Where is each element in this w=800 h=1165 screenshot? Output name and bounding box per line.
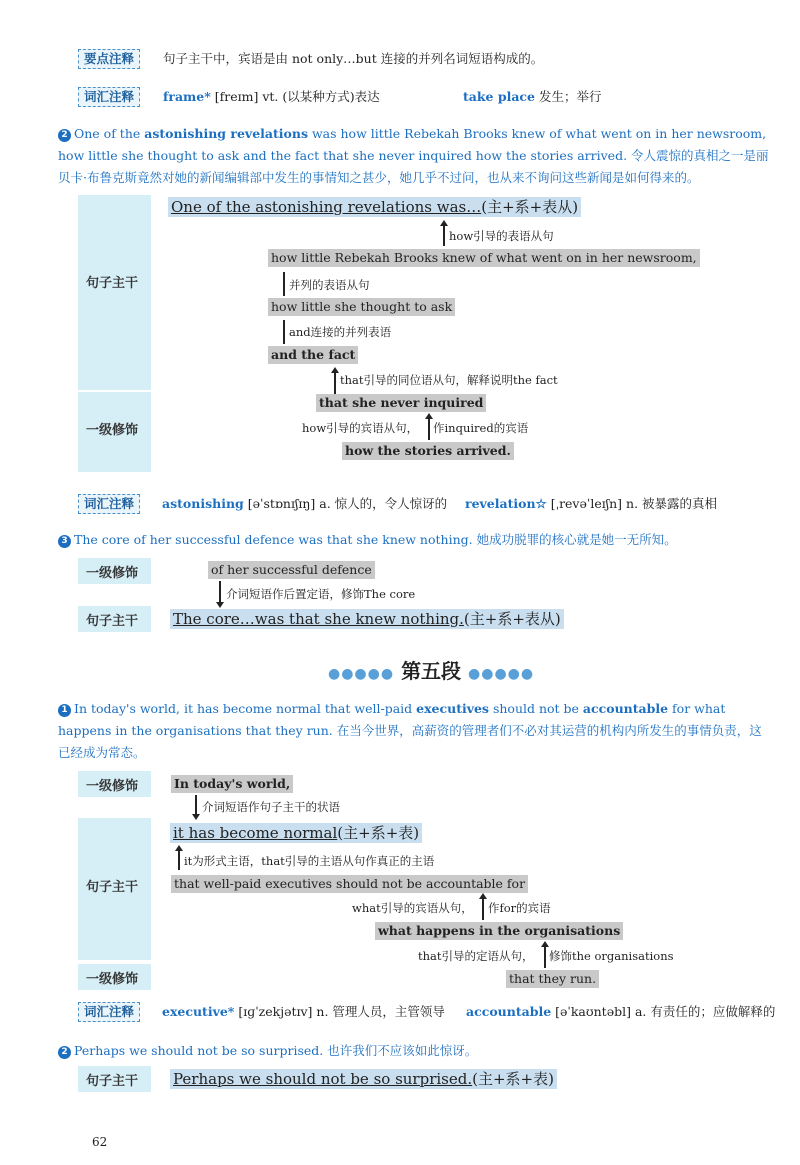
key-note-tag: 要点注释 (78, 49, 140, 69)
vocab-word: take place (463, 89, 535, 104)
highlighted-clause: that they run. (506, 970, 599, 988)
sentence-text: was how little Rebekah Brooks knew of what went on in her newsroom, how little she thought to ask and the fact that she never inquired how the stories arrived. (58, 126, 767, 163)
main-clause-label: 句子主干 (86, 880, 139, 895)
structure-label: (主+系+表从) (463, 610, 561, 628)
vocab-word: executive* (162, 1004, 235, 1019)
highlighted-clause: what happens in the organisations (375, 922, 623, 940)
highlighted-clause: how the stories arrived. (342, 442, 514, 460)
main-clause-sentence (170, 609, 564, 629)
highlighted-clause: of her successful defence (208, 561, 375, 579)
main-clause-text: One of the astonishing revelations was… (171, 198, 482, 216)
section-title: 第五段 (401, 659, 462, 683)
page-number: 62 (92, 1135, 108, 1149)
modifier-label: 一级修饰 (86, 779, 139, 794)
p5-sentence-1-paragraph (58, 698, 770, 764)
sentence-translation: 令人震惊的真相之一是丽贝卡·布鲁克斯竟然对她的新闻编辑部中发生的事情知之甚少，她几乎不过问，也从来不询问这些新闻是如何得来的。 (58, 148, 769, 185)
sentence-text: for what happens in the organisations that they run. (58, 701, 726, 738)
structure-label: (主+系+表从) (481, 198, 579, 216)
modifier-label: 一级修饰 (86, 566, 139, 581)
up-arrow-icon (544, 946, 546, 968)
annotation-note: that引导的同位语从句，解释说明the fact (340, 373, 558, 387)
sentence-text: Perhaps we should not be so surprised. (74, 1043, 324, 1058)
sentence-2-paragraph (58, 123, 770, 189)
vocab-definition: [əˈstɒnɪʃɪŋ] a. 惊人的，令人惊讶的 (247, 496, 448, 511)
down-arrow-icon (219, 581, 221, 603)
annotation-note: 修饰the organisations (549, 949, 674, 963)
up-arrow-icon (482, 898, 484, 920)
vocab-entry (163, 88, 380, 106)
key-note-text: 句子主干中，宾语是由 not only…but 连接的并列名词短语构成的。 (163, 51, 544, 66)
annotation-note: 介词短语作句子主干的状语 (202, 800, 340, 814)
sentence-number-badge: 3 (58, 535, 71, 548)
highlighted-clause: and the fact (268, 346, 358, 364)
main-clause-label: 句子主干 (86, 276, 139, 291)
main-clause-panel (78, 195, 151, 390)
main-clause-text: it has become normal (173, 824, 338, 842)
connector-line (283, 272, 285, 296)
annotation-note: 介词短语作后置定语，修饰The core (226, 587, 416, 601)
modifier-label: 一级修饰 (86, 972, 139, 987)
section-heading (328, 655, 534, 684)
highlighted-clause: how little she thought to ask (268, 298, 455, 316)
annotation-note: what引导的宾语从句， (352, 901, 473, 915)
vocab-word: revelation☆ (465, 496, 547, 511)
vocab-definition: 发生；举行 (538, 89, 602, 104)
sentence-keyword: astonishing revelations (144, 126, 308, 141)
sentence-translation: 也许我们不应该如此惊讶。 (327, 1043, 478, 1058)
annotation-note: it为形式主语，that引导的主语从句作真正的主语 (184, 854, 435, 868)
sentence-text: The core of her successful defence was that she knew nothing. (74, 532, 473, 547)
up-arrow-icon (178, 850, 180, 870)
sentence-keyword: executives (416, 701, 489, 716)
vocab-entry (463, 88, 602, 106)
sentence-text: One of the (74, 126, 145, 141)
highlighted-clause: how little Rebekah Brooks knew of what went on in her newsroom, (268, 249, 700, 267)
vocab-word: frame* (163, 89, 211, 104)
main-clause-label: 句子主干 (86, 1074, 139, 1089)
highlighted-clause: that she never inquired (316, 394, 486, 412)
annotation-note: 并列的表语从句 (289, 278, 370, 292)
annotation-note: 作for的宾语 (488, 901, 551, 915)
vocab-note-tag: 词汇注释 (78, 1002, 140, 1022)
main-clause-sentence (170, 1069, 557, 1089)
vocab-definition: [ˌrevəˈleɪʃn] n. 被暴露的真相 (550, 496, 718, 511)
highlighted-clause: that well-paid executives should not be accountable for (171, 875, 528, 893)
annotation-note: that引导的定语从句， (418, 949, 534, 963)
modifier-label: 一级修饰 (86, 423, 139, 438)
structure-label: (主+系+表) (472, 1070, 554, 1088)
vocab-note-tag: 词汇注释 (78, 494, 140, 514)
main-clause-text: The core…was that she knew nothing. (173, 610, 464, 628)
sentence-number-badge: 2 (58, 1046, 71, 1059)
sentence-translation: 在当今世界，高薪资的管理者们不必对其运营的机构内所发生的事情负责，这已经成为常态。 (58, 723, 762, 760)
decorative-dots: ●●●●● (328, 666, 395, 682)
annotation-note: and连接的并列表语 (289, 325, 392, 339)
annotation-note: how引导的宾语从句， (302, 421, 419, 435)
main-clause-label: 句子主干 (86, 614, 139, 629)
vocab-entry (162, 1003, 445, 1021)
highlighted-clause: In today's world, (171, 775, 293, 793)
sentence-3-paragraph (58, 530, 770, 550)
sentence-translation: 她成功脱罪的核心就是她一无所知。 (476, 532, 677, 547)
p5-sentence-2-paragraph (58, 1041, 770, 1061)
vocab-entry (466, 1003, 775, 1021)
connector-line (283, 320, 285, 344)
vocab-entry (465, 495, 717, 513)
main-clause-sentence (170, 823, 422, 843)
sentence-number-badge: 1 (58, 704, 71, 717)
sentence-text: In today's world, it has become normal that well-paid (74, 701, 417, 716)
vocab-definition: [əˈkaʊntəbl] a. 有责任的；应做解释的 (555, 1004, 776, 1019)
main-clause-sentence (168, 197, 581, 217)
sentence-number-badge: 2 (58, 129, 71, 142)
up-arrow-icon (428, 418, 430, 440)
down-arrow-icon (195, 795, 197, 815)
vocab-note-tag: 词汇注释 (78, 87, 140, 107)
up-arrow-icon (443, 225, 445, 246)
vocab-definition: [ɪɡˈzekjətɪv] n. 管理人员，主管领导 (238, 1004, 445, 1019)
vocab-word: astonishing (162, 496, 244, 511)
sentence-keyword: accountable (582, 701, 669, 716)
decorative-dots: ●●●●● (468, 666, 535, 682)
structure-label: (主+系+表) (337, 824, 420, 842)
main-clause-text: Perhaps we should not be so surprised. (173, 1070, 473, 1088)
annotation-note: how引导的表语从句 (449, 229, 554, 243)
vocab-definition: [freɪm] vt. (以某种方式)表达 (214, 89, 380, 104)
up-arrow-icon (334, 372, 336, 394)
annotation-note: 作inquired的宾语 (433, 421, 529, 435)
vocab-entry (162, 495, 447, 513)
vocab-word: accountable (466, 1004, 552, 1019)
sentence-text: should not be (488, 701, 583, 716)
